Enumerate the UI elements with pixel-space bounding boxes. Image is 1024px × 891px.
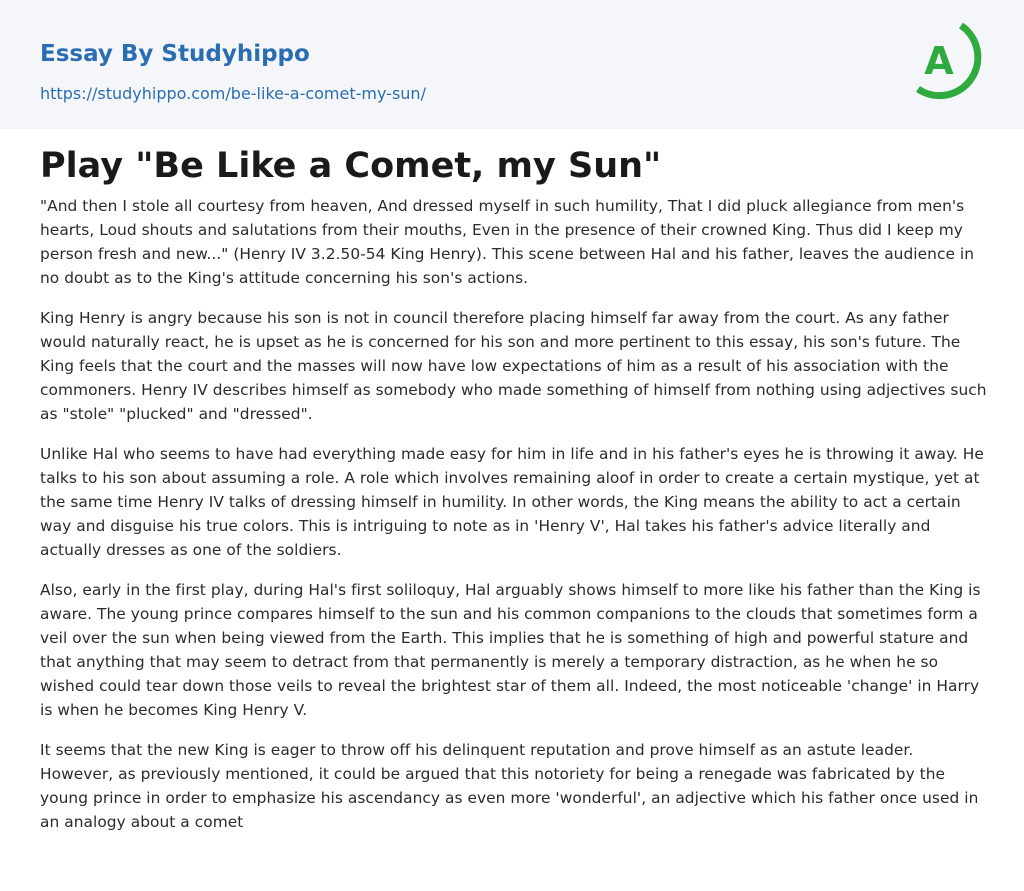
essay-paragraph: "And then I stole all courtesy from heaven, And dressed myself in such humility, That I did pluck allegiance from men's hearts, Loud shouts and salutations from their mouths, Even in the presence of their crowned King. Thus did I keep my person fresh and new..." (Henry IV 3.2.50-54 King Henry). This scene between Hal and his father, leaves the audience in no doubt as to the King's attitude concerning his son's actions. [40,197,975,287]
studyhippo-logo-icon[interactable] [909,18,989,106]
essay-url-link[interactable]: https://studyhippo.com/be-like-a-comet-my-sun/ [40,84,426,103]
site-brand[interactable]: Essay By Studyhippo [40,41,310,67]
site-header [0,0,1024,129]
essay-paragraph: It seems that the new King is eager to throw off his delinquent reputation and prove himself as an astute leader. However, as previously mentioned, it could be argued that this notoriety for being a renegade was fabricated by the young prince in order to emphasize his ascendancy as even more 'wonderful', an adjective which his father once used in an analogy about a comet [40,741,979,831]
essay-body [40,194,988,850]
essay-paragraph: Unlike Hal who seems to have had everything made easy for him in life and in his father's eyes he is throwing it away. He talks to his son about assuming a role. A role which involves remaining aloof in order to create a certain mystique, yet at the same time Henry IV talks of dressing himself in humility. In other words, the King means the ability to act a certain way and disguise his true colors. This is intriguing to note as in 'Henry V', Hal takes his father's advice literally and actually dresses as one of the soldiers. [40,445,984,559]
essay-paragraph: Also, early in the first play, during Hal's first soliloquy, Hal arguably shows himself to more like his father than the King is aware. The young prince compares himself to the sun and his common companions to the clouds that sometimes form a veil over the sun when being viewed from the Earth. This implies that he is something of high and powerful stature and that anything that may seem to detract from that permanently is merely a temporary distraction, as he when he so wished could tear down those veils to reveal the brightest star of them all. Indeed, the most noticeable 'change' in Harry is when he becomes King Henry V. [40,581,981,719]
logo-letter: A [924,39,954,83]
essay-title: Play "Be Like a Comet, my Sun" [40,146,662,186]
essay-paragraph: King Henry is angry because his son is not in council therefore placing himself far away from the court. As any father would naturally react, he is upset as he is concerned for his son and more pertinent to this essay, his son's future. The King feels that the court and the masses will now have low expectations of him as a result of his association with the commoners. Henry IV describes himself as somebody who made something of himself from nothing using adjectives such as "stole" "plucked" and "dressed". [40,309,987,423]
